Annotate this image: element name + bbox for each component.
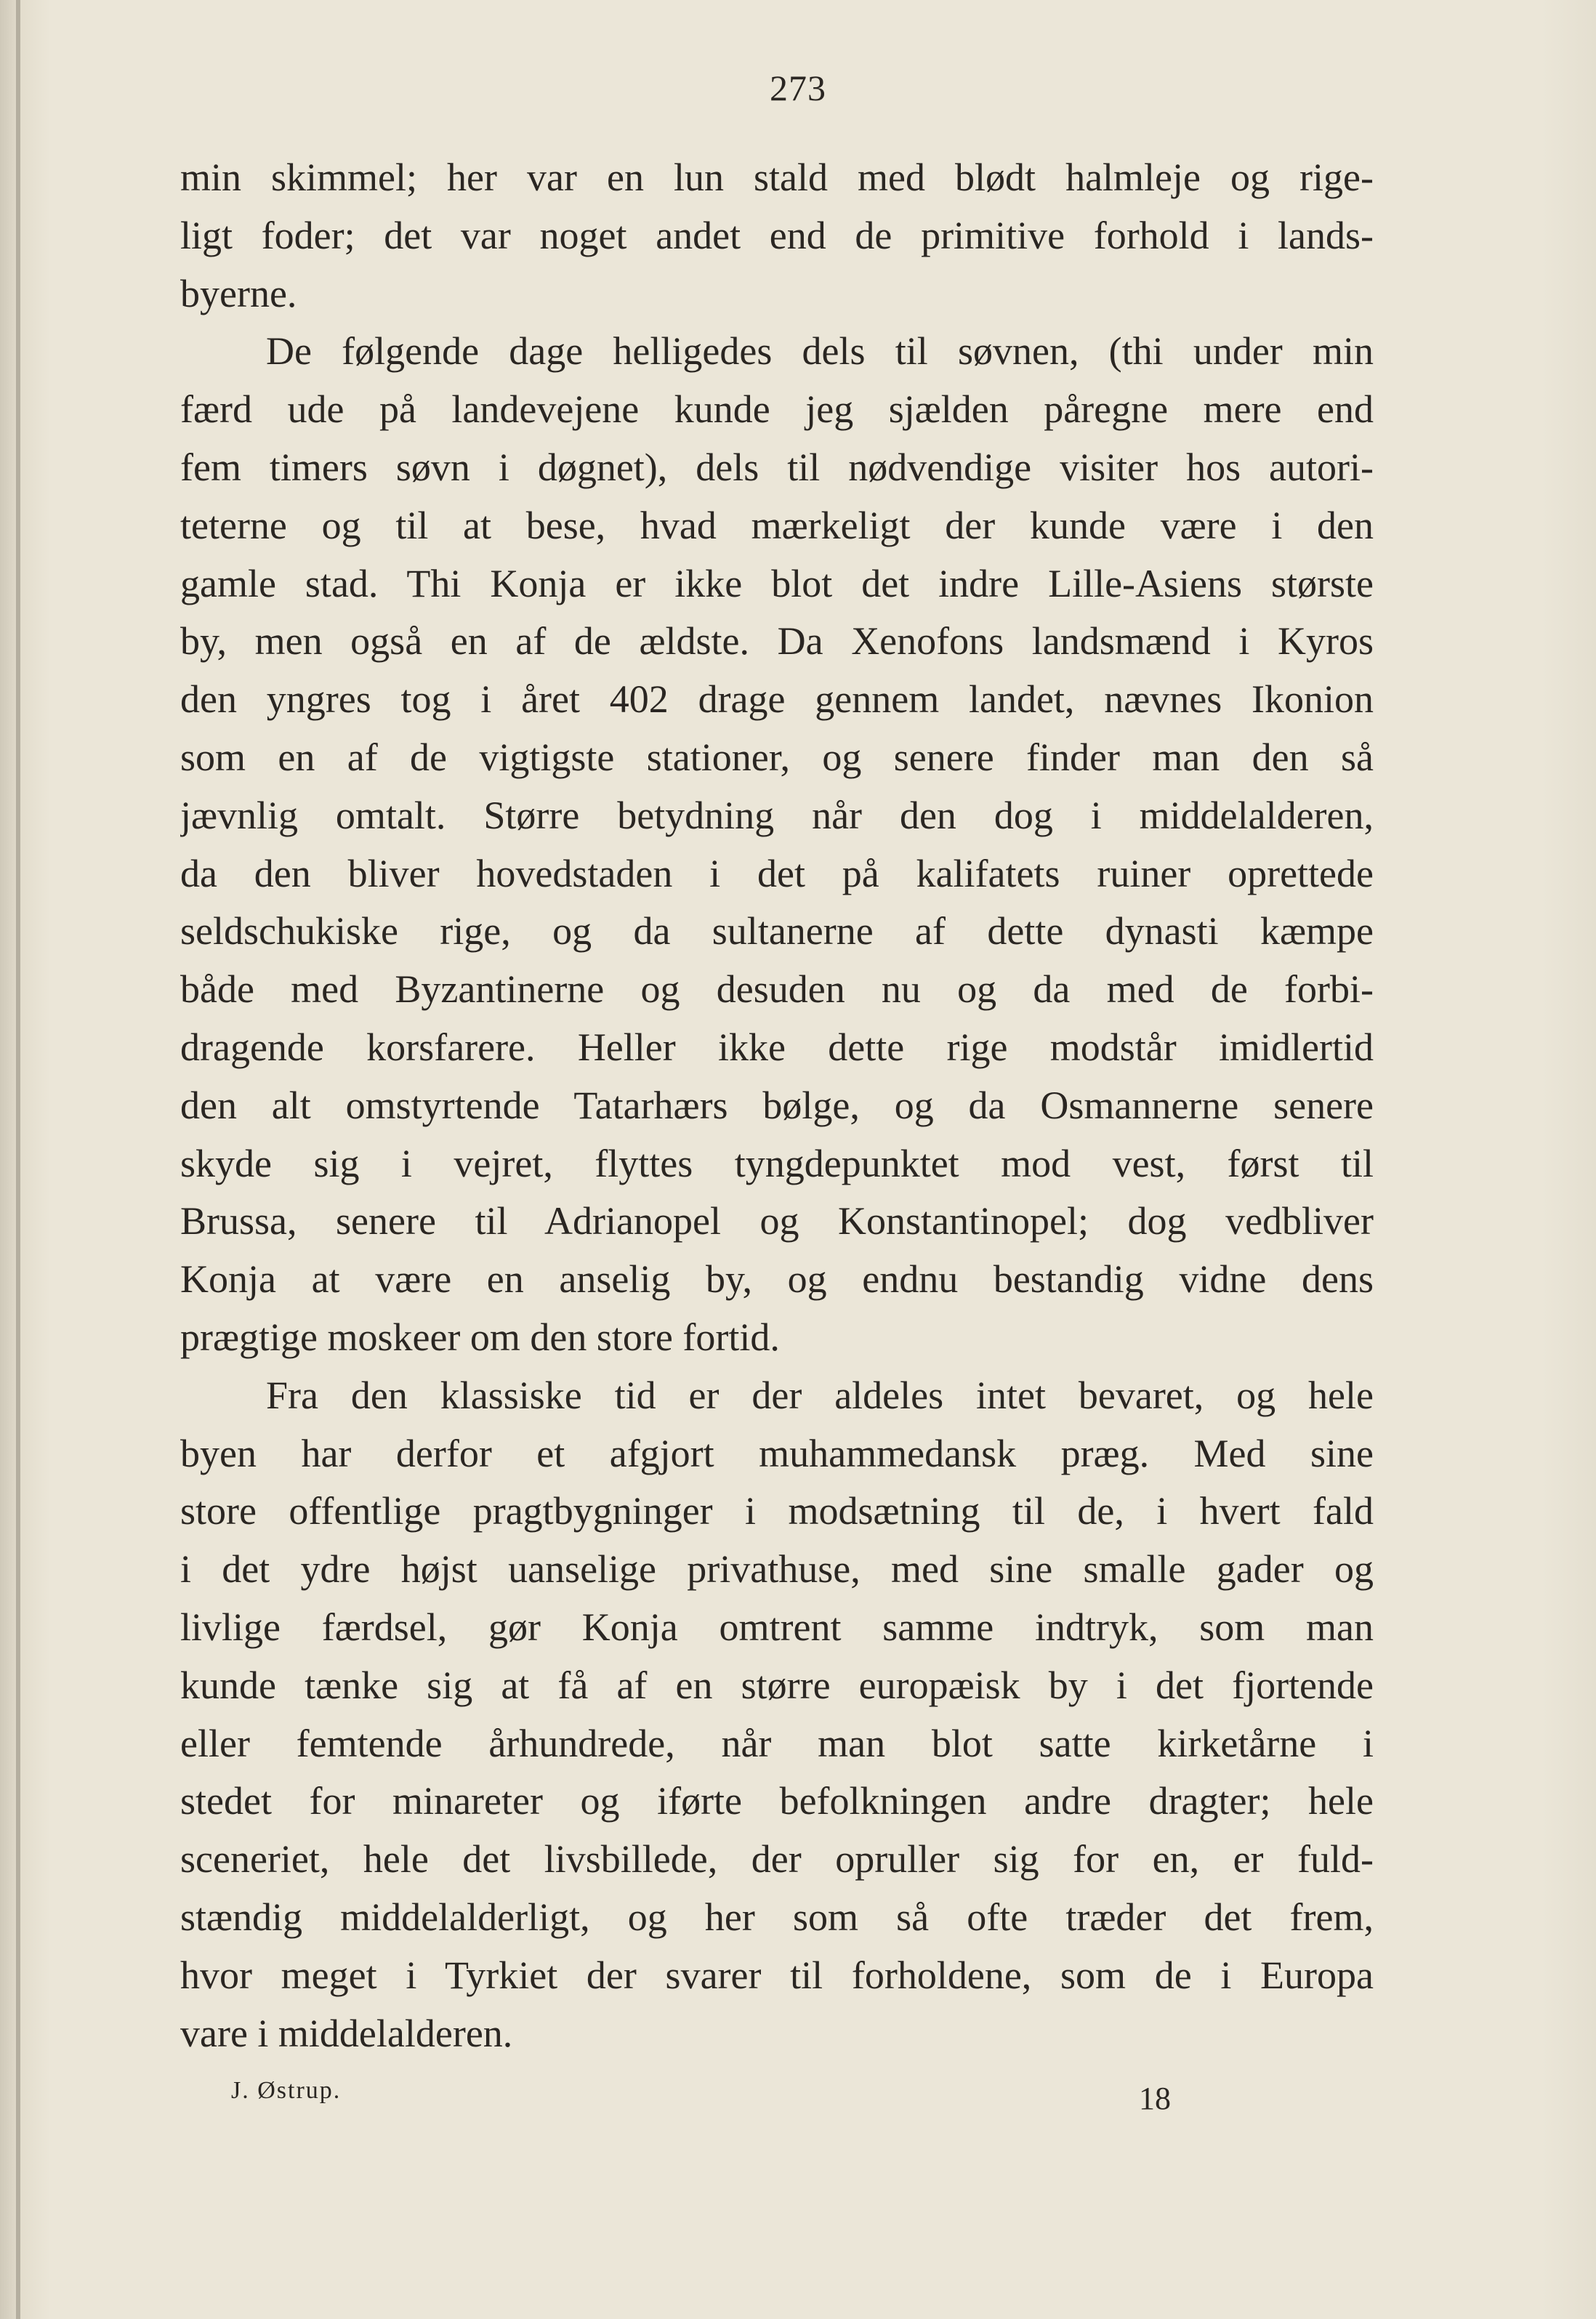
text-line: stændig middelalderligt, og her som så ofte træder det frem, [180, 1895, 1374, 1939]
text-line: jævnlig omtalt. Større betydning når den dog i middelalderen, [180, 793, 1374, 837]
text-line: Fra den klassiske tid er der aldeles intet bevaret, og hele [266, 1373, 1374, 1417]
text-line: hvor meget i Tyrkiet der svarer til forholdene, som de i Europa [180, 1953, 1374, 1997]
text-line: teterne og til at bese, hvad mærkeligt der kunde være i den [180, 503, 1374, 547]
book-spine-shadow [16, 0, 20, 2319]
text-line: den alt omstyrtende Tatarhærs bølge, og da Osmannerne senere [180, 1083, 1374, 1127]
text-line: både med Byzantinerne og desuden nu og da med de forbi- [180, 967, 1374, 1012]
text-line: min skimmel; her var en lun stald med blødt halmleje og rige- [180, 156, 1374, 199]
text-line: De følgende dage helligedes dels til søvnen, (thi under min [266, 329, 1374, 374]
text-line: ligt foder; det var noget andet end de primitive forhold i lands- [180, 213, 1374, 257]
text-line: byerne. [180, 271, 297, 315]
footer-author: J. Østrup. [231, 2077, 342, 2104]
text-line: store offentlige pragtbygninger i modsætning til de, i hvert fald [180, 1489, 1374, 1533]
text-line: skyde sig i vejret, flyttes tyngdepunktet mod vest, først til [180, 1141, 1374, 1185]
text-line: stedet for minareter og iførte befolkningen andre dragter; hele [180, 1779, 1374, 1823]
text-line: dragende korsfarere. Heller ikke dette rige modstår imidlertid [180, 1025, 1374, 1069]
signature-mark: 18 [1139, 2081, 1171, 2116]
text-line: gamle stad. Thi Konja er ikke blot det indre Lille-Asiens største [180, 561, 1374, 605]
text-line: færd ude på landevejene kunde jeg sjælden påregne mere end [180, 387, 1374, 432]
text-line: i det ydre højst uanselige privathuse, med sine smalle gader og [180, 1547, 1374, 1592]
text-line: Brussa, senere til Adrianopel og Konstantinopel; dog vedbliver [180, 1199, 1374, 1243]
text-line: fem timers søvn i døgnet), dels til nødvendige visiter hos autori- [180, 445, 1374, 489]
page-number: 273 [770, 68, 826, 108]
text-line: byen har derfor et afgjort muhammedansk præg. Med sine [180, 1431, 1374, 1475]
text-line: prægtige moskeer om den store fortid. [180, 1315, 780, 1359]
body-text [180, 149, 1374, 2062]
text-line: by, men også en af de ældste. Da Xenofons landsmænd i Kyros [180, 619, 1374, 664]
text-line: seldschukiske rige, og da sultanerne af dette dynasti kæmpe [180, 909, 1374, 953]
text-line: eller femtende århundrede, når man blot satte kirketårne i [180, 1721, 1374, 1765]
text-line: sceneriet, hele det livsbillede, der opruller sig for en, er fuld- [180, 1837, 1374, 1882]
text-line: den yngres tog i året 402 drage gennem landet, nævnes Ikonion [180, 677, 1374, 722]
text-line: som en af de vigtigste stationer, og senere finder man den så [180, 735, 1374, 779]
text-line: kunde tænke sig at få af en større europæisk by i det fjortende [180, 1663, 1374, 1707]
text-line: vare i middelalderen. [180, 2011, 513, 2055]
text-line: Konja at være en anselig by, og endnu bestandig vidne dens [180, 1257, 1374, 1302]
text-line: da den bliver hovedstaden i det på kalifatets ruiner oprettede [180, 851, 1374, 895]
text-line: livlige færdsel, gør Konja omtrent samme indtryk, som man [180, 1605, 1374, 1649]
